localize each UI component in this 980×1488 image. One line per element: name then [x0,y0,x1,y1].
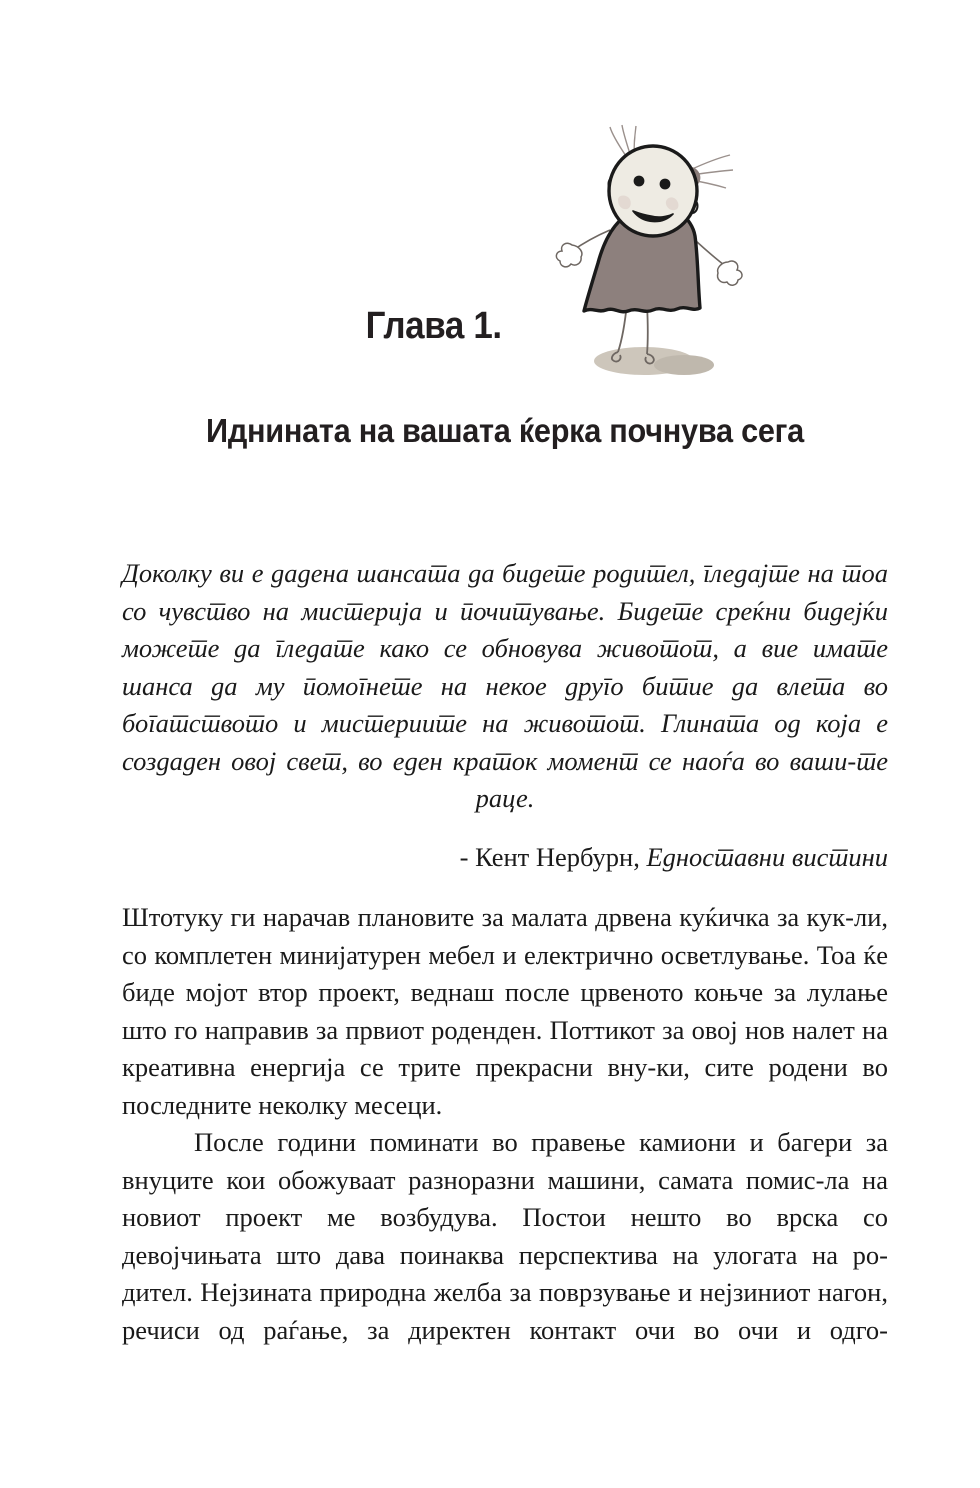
left-arm [572,230,610,251]
chapter-title: Иднината на вашата ќерка почнува сега [206,412,804,449]
quote-source-title: Едноставни вистини [646,841,888,872]
left-ear [609,177,620,191]
head [609,146,697,236]
left-hand [556,243,582,266]
right-pigtail [690,155,733,188]
chapter-heading-block [122,303,888,451]
smile [633,211,673,222]
page-content [122,555,888,1349]
dress [584,203,700,312]
chapter-number: Глава 1. [365,305,502,347]
cheek-left [618,196,631,210]
quote-attribution [122,818,888,877]
quote-author: - Кент Нербурн, [459,841,647,872]
right-ear [687,199,698,213]
epigraph-quote: Доколку ви е дадена шансата да бидете родител, гледајте на тоа со чувство на мистерија и почитување. Бидете среќни бидејќи можете да гледате како се обновува животот, а вие имате шанса да му помогнете на некое друго битие да влета во богатството и мистериите на животот. Глината од која е создаден овој свет, во еден краток момент се наоѓа во ваши-те раце. [122,558,888,813]
cheek-right [666,197,679,210]
right-hand [718,261,742,285]
body-paragraph-2: После години поминати во правење камиони и багери за внуците кои обожуваат разноразни машини, самата помис-ла на новиот проект ме возбудува. Постои нешто во врска со девојчињата што дава поинаква перспектива на улогата на ро-дител. Нејзината природна желба за поврзување и нејзиниот нагон, речиси од раѓање, за директен контакт очи во очи и одго- [122,1127,888,1345]
left-pigtail-tuft [622,152,642,170]
left-eye [634,176,645,187]
right-pigtail-tuft [679,166,701,188]
body-paragraph-1: Штотуку ги нарачав плановите за малата дрвена куќичка за кук-ли, со комплетен минијатурен мебел и електрично осветлување. Тоа ќе биде мојот втор проект, веднаш после црвеното коњче за лулање што го направив за првиот роденден. Поттикот за овој нов налет на креативна енергија се трите прекрасни вну-ки, сите родени во последните неколку месеци. [122,902,888,1120]
right-arm [696,241,728,268]
right-eye [660,179,671,190]
left-pigtail [610,125,636,156]
